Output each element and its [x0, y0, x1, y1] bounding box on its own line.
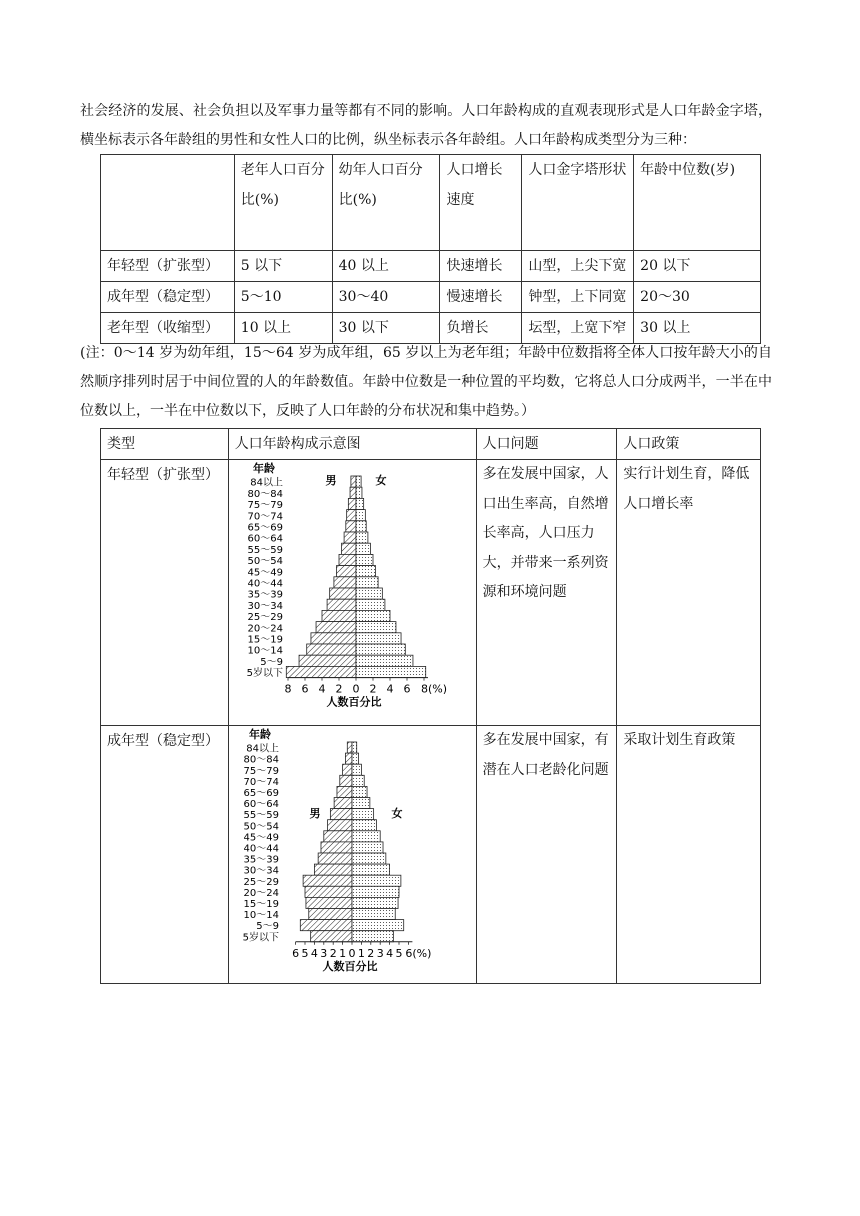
x-tick-label: 6: [291, 946, 299, 960]
age-axis-title: 年龄: [252, 462, 275, 475]
intro-paragraph: 社会经济的发展、社会负担以及军事力量等都有不同的影响。人口年龄构成的直观表现形式是人口年龄金字塔，横坐标表示各年龄组的男性和女性人口的比例，纵坐标表示各年龄组。人口年龄构成类型分为三种：: [80, 103, 772, 148]
table1-cell: 成年型（稳定型）: [101, 282, 235, 313]
table2-problem-cell: 多在发展中国家，人口出生率高，自然增长率高，人口压力大，并带来一系列资源和环境问题: [476, 460, 617, 726]
female-bar: [356, 554, 373, 565]
female-bar: [356, 644, 405, 655]
x-tick-label: 1: [338, 946, 346, 960]
note-paragraph: (注：0～14 岁为幼年组，15～64 岁为成年组，65 岁以上为老年组；年龄中位数指将全体人口按年龄大小的自然顺序排列时居于中间位置的人的年龄数值。年龄中位数是一种位置的平均数，它将总人口分成两半，一半在中位数以上，一半在中位数以下，反映了人口年龄的分布状况和集中趋势。）: [80, 345, 772, 419]
age-group-label: 60～64: [247, 533, 283, 545]
x-tick-label: 3: [376, 946, 384, 960]
table1-cell: 年轻型（扩张型）: [101, 251, 235, 282]
table1-cell: 5～10: [234, 282, 332, 313]
female-bar: [356, 566, 376, 577]
male-bar: [334, 798, 352, 809]
population-pyramid-mature: [229, 726, 475, 972]
female-bar: [356, 655, 413, 666]
female-bar: [352, 897, 398, 908]
male-bar: [308, 909, 351, 920]
female-bar: [352, 764, 361, 775]
age-group-label: 84以上: [245, 743, 279, 755]
age-group-label: 70～74: [247, 511, 283, 523]
age-group-label: 20～24: [243, 887, 279, 899]
age-group-label: 50～54: [243, 821, 279, 833]
age-group-label: 50～54: [247, 556, 283, 568]
age-group-label: 35～39: [243, 854, 279, 866]
female-label: 女: [391, 807, 403, 820]
age-group-label: 25～29: [247, 612, 283, 624]
x-tick-label: 4: [310, 946, 318, 960]
male-bar: [346, 510, 355, 521]
table2-header-row: [101, 429, 761, 460]
table2-row-mature: [101, 726, 761, 984]
table2-row-young: [101, 460, 761, 726]
age-group-label: 60～64: [243, 799, 279, 811]
age-group-label: 55～59: [243, 810, 279, 822]
pyramid-cell-young: [228, 460, 476, 726]
x-tick-label: 8(%): [420, 682, 447, 696]
age-group-label: 80～84: [243, 754, 279, 766]
male-bar: [286, 666, 356, 677]
table2-type-cell: 年轻型（扩张型）: [101, 460, 229, 726]
table1-cell: 30 以下: [332, 313, 440, 344]
table1-cell: 30 以上: [634, 313, 761, 344]
pyramid-cell-mature: [228, 726, 476, 984]
table1-header-growth: 人口增长速度: [440, 155, 522, 251]
male-bar: [327, 820, 351, 831]
table1-header-row: [101, 155, 761, 251]
table2-header-problem: 人口问题: [476, 429, 617, 460]
male-bar: [339, 775, 351, 786]
x-tick-label: 2: [366, 946, 374, 960]
age-group-label: 20～24: [247, 623, 283, 635]
male-bar: [300, 920, 352, 931]
male-bar: [299, 655, 356, 666]
age-group-label: 10～14: [247, 645, 283, 657]
male-bar: [337, 786, 352, 797]
x-tick-label: 6(%): [405, 946, 432, 960]
age-group-label: 80～84: [247, 488, 283, 500]
table2-policy-cell: 采取计划生育政策: [617, 726, 761, 984]
male-bar: [310, 931, 351, 942]
female-bar: [352, 853, 386, 864]
male-bar: [318, 853, 352, 864]
female-bar: [352, 809, 374, 820]
table1-cell: 20～30: [634, 282, 761, 313]
female-bar: [356, 543, 370, 554]
x-tick-label: 1: [357, 946, 365, 960]
table1-row-young: [101, 251, 761, 282]
table1-cell: 老年型（收缩型）: [101, 313, 235, 344]
x-tick-label: 6: [403, 682, 411, 696]
age-structure-type-table: [100, 154, 761, 344]
male-bar: [347, 742, 352, 753]
male-bar: [321, 842, 352, 853]
female-bar: [352, 909, 395, 920]
table2-header-policy: 人口政策: [617, 429, 761, 460]
age-group-label: 5～9: [255, 921, 279, 933]
table1-cell: 慢速增长: [440, 282, 522, 313]
x-tick-label: 4: [385, 946, 393, 960]
male-bar: [342, 764, 351, 775]
age-group-label: 75～79: [243, 765, 279, 777]
male-bar: [323, 831, 351, 842]
female-bar: [356, 633, 401, 644]
female-bar: [352, 842, 383, 853]
female-bar: [352, 753, 359, 764]
female-bar: [356, 622, 396, 633]
male-bar: [348, 498, 356, 509]
age-group-label: 65～69: [243, 788, 279, 799]
age-group-label: 15～19: [243, 899, 279, 910]
male-bar: [330, 809, 352, 820]
x-tick-label: 0: [352, 682, 360, 696]
male-label: 男: [325, 474, 337, 487]
age-group-label: 40～44: [243, 843, 279, 855]
female-bar: [352, 786, 367, 797]
table2-header-chart: 人口年龄构成示意图: [228, 429, 476, 460]
age-group-label: 15～19: [247, 634, 283, 646]
table2-header-type: 类型: [101, 429, 229, 460]
male-bar: [345, 753, 352, 764]
age-group-label: 70～74: [243, 776, 279, 788]
x-tick-label: 0: [348, 946, 356, 960]
age-axis-title: 年龄: [248, 728, 271, 741]
x-tick-label: 4: [386, 682, 394, 696]
table2-problem-cell: 多在发展中国家，有潜在人口老龄化问题: [476, 726, 617, 984]
age-group-label: 75～79: [247, 500, 283, 512]
age-group-label: 45～49: [243, 832, 279, 844]
age-group-label: 30～34: [247, 600, 283, 612]
male-bar: [345, 521, 355, 532]
table1-header-shape: 人口金字塔形状: [522, 155, 634, 251]
female-bar: [352, 886, 399, 897]
male-bar: [327, 599, 356, 610]
male-bar: [322, 610, 356, 621]
table1-cell: 10 以上: [234, 313, 332, 344]
x-tick-label: 2: [369, 682, 377, 696]
x-tick-label: 5: [301, 946, 309, 960]
male-bar: [341, 543, 355, 554]
female-bar: [356, 498, 364, 509]
age-group-label: 10～14: [243, 910, 279, 922]
age-group-label: 35～39: [247, 589, 283, 601]
age-structure-pyramid-table: [100, 428, 761, 984]
x-tick-label: 2: [329, 946, 337, 960]
table1-cell: 坛型，上宽下窄: [522, 313, 634, 344]
female-bar: [356, 487, 362, 498]
x-tick-label: 6: [301, 682, 309, 696]
male-bar: [334, 577, 356, 588]
female-label: 女: [375, 474, 387, 487]
table1-cell: 20 以下: [634, 251, 761, 282]
population-pyramid-young: [229, 460, 475, 714]
age-group-label: 5岁以下: [246, 668, 283, 680]
female-bar: [356, 476, 361, 487]
x-tick-label: 4: [318, 682, 326, 696]
female-bar: [352, 831, 380, 842]
table1-header-elderly: 老年人口百分比(%): [234, 155, 332, 251]
female-bar: [352, 742, 357, 753]
x-tick-label: 2: [335, 682, 343, 696]
male-bar: [329, 588, 355, 599]
age-group-label: 55～59: [247, 544, 283, 556]
age-group-label: 84以上: [249, 477, 283, 489]
male-label: 男: [309, 807, 321, 820]
table1-cell: 40 以上: [332, 251, 440, 282]
table1-cell: 钟型，上下同宽: [522, 282, 634, 313]
table1-header-empty: [101, 155, 235, 251]
male-bar: [303, 875, 352, 886]
table1-row-mature: [101, 282, 761, 313]
male-bar: [339, 554, 356, 565]
age-group-label: 45～49: [247, 567, 283, 579]
age-group-label: 40～44: [247, 578, 283, 590]
table1-cell: 负增长: [440, 313, 522, 344]
table1-cell: 快速增长: [440, 251, 522, 282]
female-bar: [356, 588, 382, 599]
table1-cell: 5 以下: [234, 251, 332, 282]
female-bar: [352, 875, 401, 886]
age-group-label: 65～69: [247, 522, 283, 534]
age-group-label: 5～9: [259, 656, 283, 668]
male-bar: [311, 633, 356, 644]
female-bar: [356, 610, 390, 621]
table2-policy-cell: 实行计划生育，降低人口增长率: [617, 460, 761, 726]
table1-header-children: 幼年人口百分比(%): [332, 155, 440, 251]
x-axis-title: 人数百分比: [326, 695, 382, 709]
female-bar: [356, 599, 385, 610]
female-bar: [352, 931, 393, 942]
female-bar: [356, 510, 365, 521]
female-bar: [352, 920, 404, 931]
female-bar: [356, 532, 368, 543]
male-bar: [350, 487, 356, 498]
age-group-label: 25～29: [243, 876, 279, 888]
table1-cell: 山型，上尖下宽: [522, 251, 634, 282]
male-bar: [305, 886, 352, 897]
female-bar: [356, 521, 366, 532]
x-tick-label: 8: [284, 682, 292, 696]
male-bar: [314, 864, 352, 875]
x-tick-label: 5: [395, 946, 403, 960]
male-bar: [316, 622, 356, 633]
table2-type-cell: 成年型（稳定型）: [101, 726, 229, 984]
female-bar: [352, 864, 390, 875]
x-tick-label: 3: [319, 946, 327, 960]
female-bar: [356, 666, 426, 677]
female-bar: [356, 577, 378, 588]
x-axis-title: 人数百分比: [322, 959, 378, 972]
female-bar: [352, 775, 364, 786]
male-bar: [306, 644, 355, 655]
female-bar: [352, 798, 370, 809]
male-bar: [336, 566, 356, 577]
table1-header-median: 年龄中位数(岁): [634, 155, 761, 251]
table1-cell: 30～40: [332, 282, 440, 313]
age-group-label: 5岁以下: [242, 932, 279, 944]
male-bar: [351, 476, 356, 487]
male-bar: [306, 897, 352, 908]
female-bar: [352, 820, 376, 831]
age-group-label: 30～34: [243, 865, 279, 877]
male-bar: [344, 532, 356, 543]
